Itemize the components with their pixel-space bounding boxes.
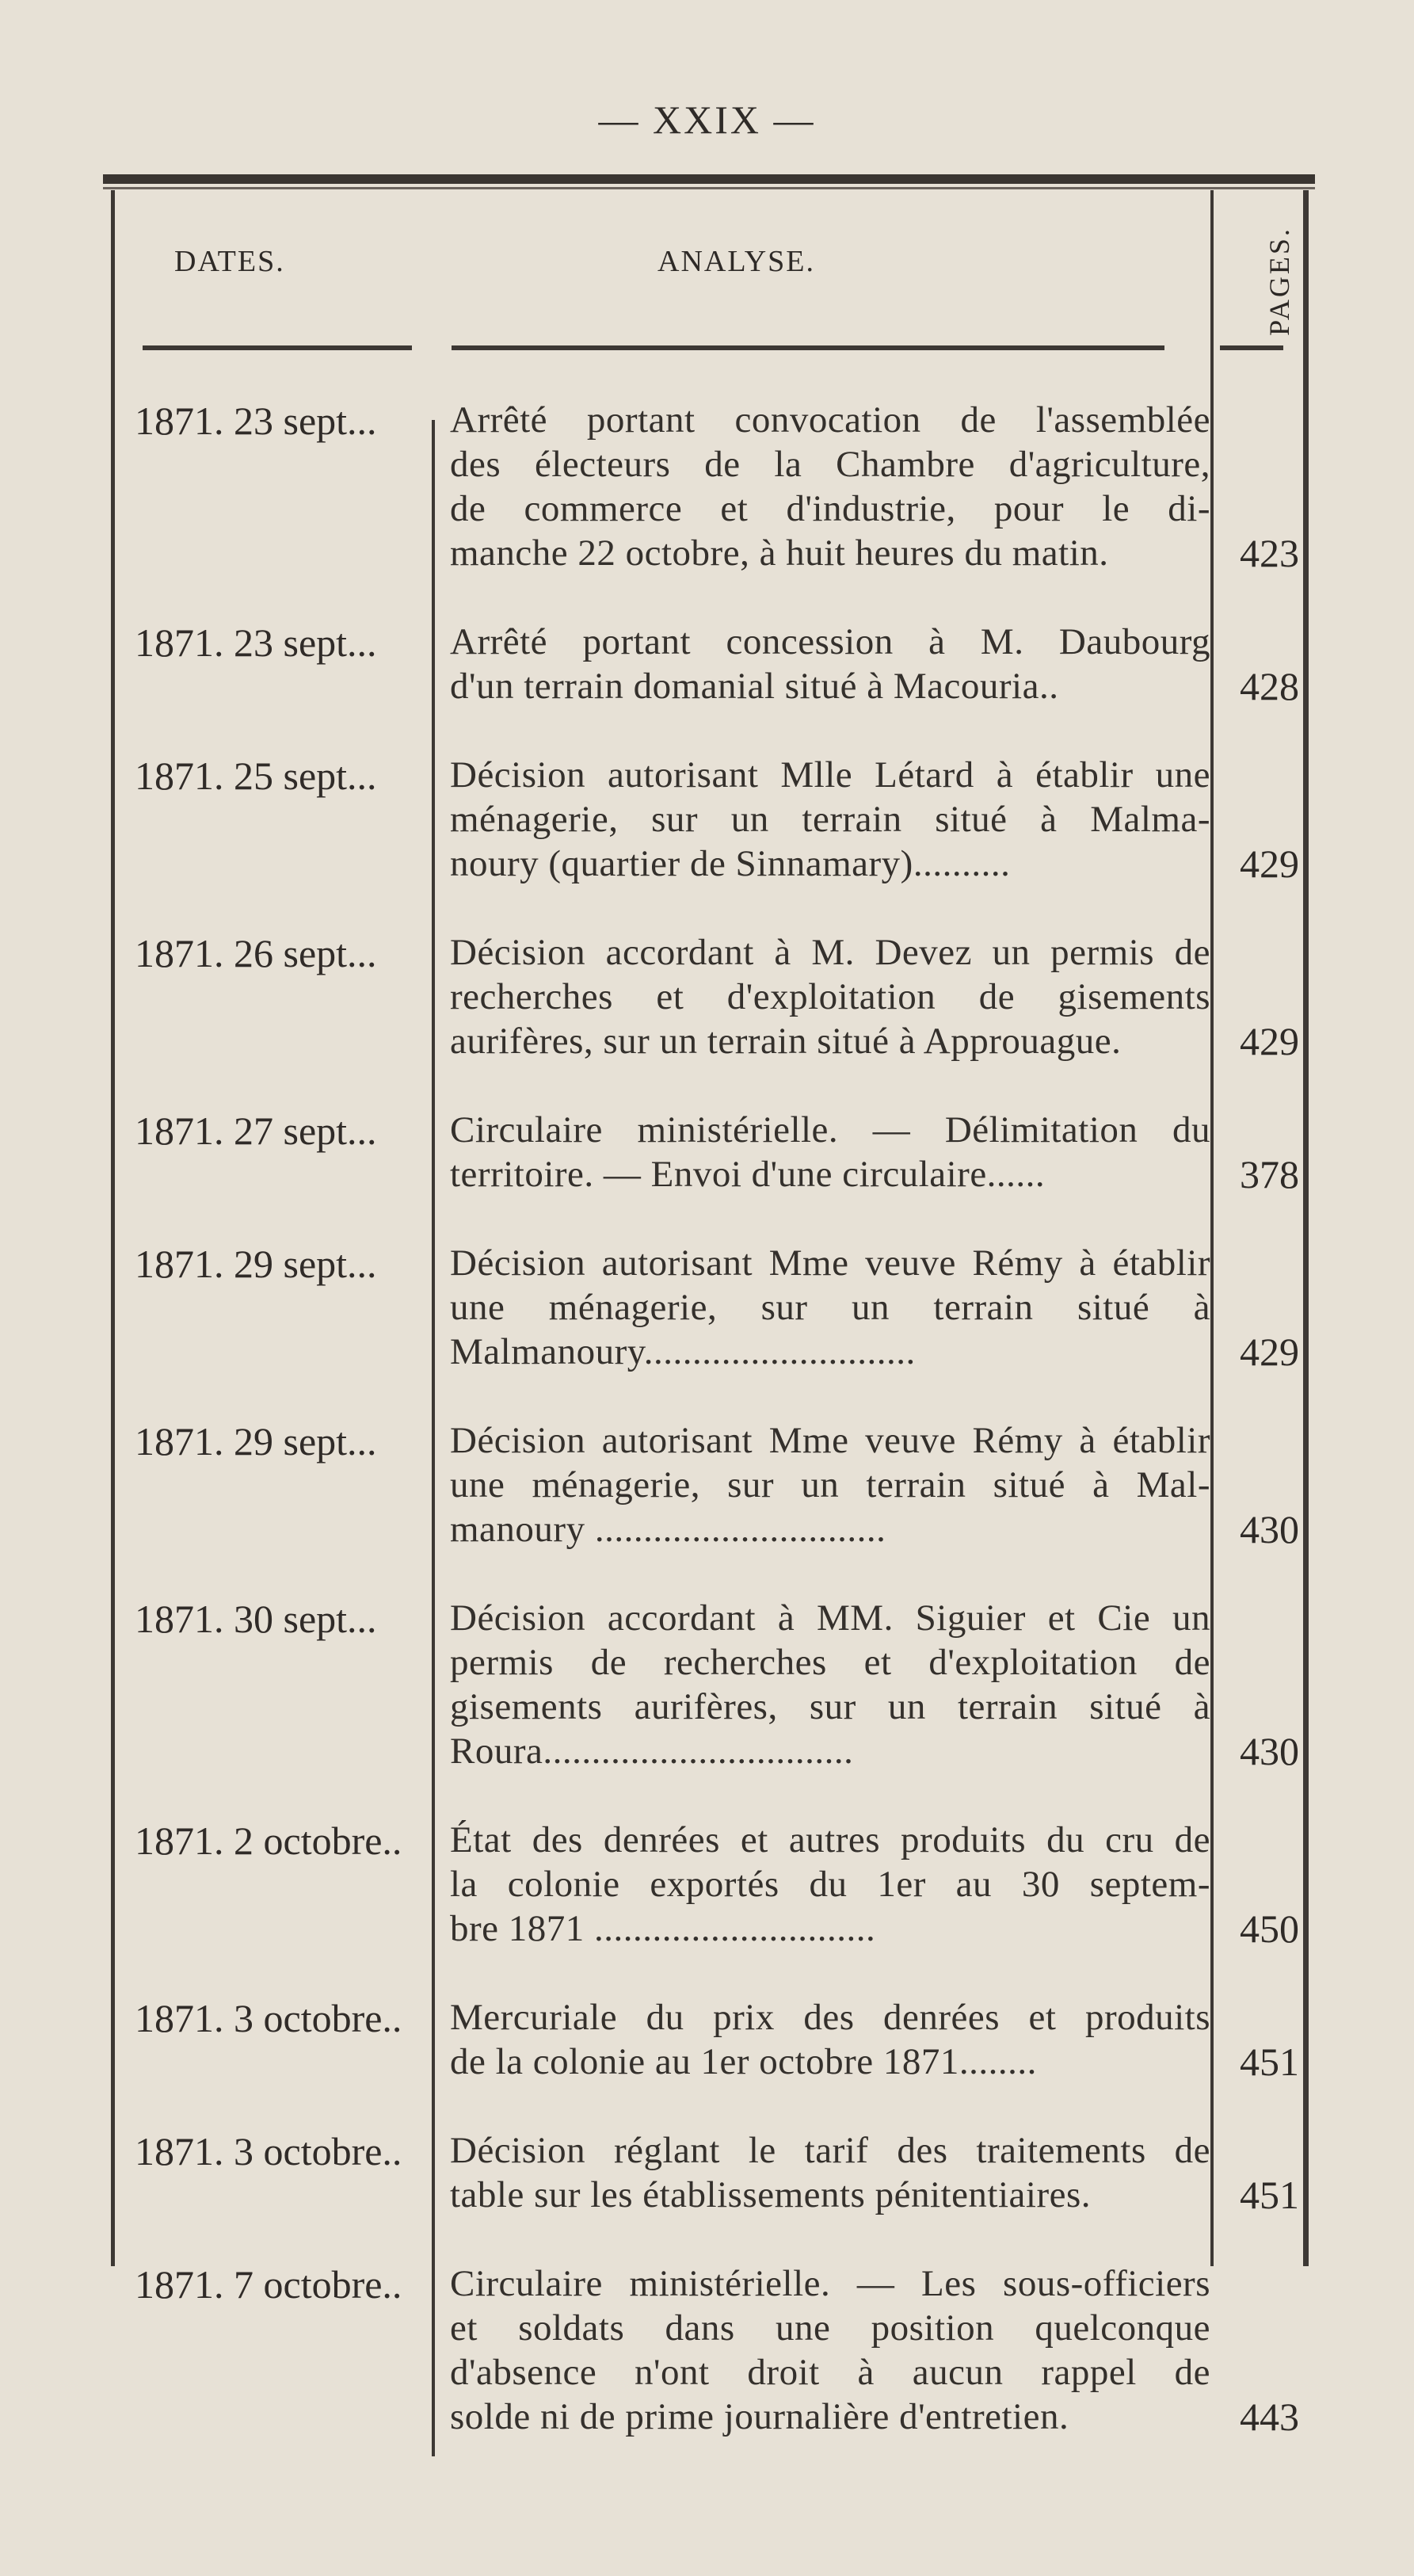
row-page-number: 429 (1240, 1019, 1299, 1063)
analysis-line: une ménagerie, sur un terrain situé à (450, 1287, 1210, 1328)
row-analysis (450, 1108, 1210, 1196)
analysis-line: Décision autorisant Mme veuve Rémy à établir (450, 1242, 1210, 1284)
row-date: 1871. 29 sept... (135, 1242, 377, 1286)
row-page-number: 378 (1240, 1152, 1299, 1196)
analysis-line: Mercuriale du prix des denrées et produits (450, 1997, 1210, 2038)
row-analysis (450, 620, 1210, 708)
analysis-line: noury (quartier de Sinnamary).......... (450, 843, 1011, 884)
analysis-line: la colonie exportés du 1er au 30 septem- (450, 1864, 1210, 1905)
analysis-header-rule (452, 345, 1164, 350)
analysis-line: Roura................................ (450, 1731, 854, 1772)
analysis-line: manche 22 octobre, à huit heures du matin. (450, 532, 1109, 574)
analysis-line: Décision autorisant Mme veuve Rémy à établir (450, 1420, 1210, 1461)
row-date: 1871. 25 sept... (135, 754, 377, 798)
analysis-line: permis de recherches et d'exploitation de (450, 1642, 1210, 1683)
column-header-pages: PAGES. (1263, 227, 1296, 336)
analysis-line: d'un terrain domanial situé à Macouria.. (450, 666, 1059, 707)
analysis-line: ménagerie, sur un terrain situé à Malma- (450, 799, 1210, 840)
analysis-line: Arrêté portant concession à M. Daubourg (450, 621, 1210, 662)
left-rule (111, 190, 115, 2266)
row-date: 1871. 2 octobre.. (135, 1818, 402, 1863)
analysis-line: Circulaire ministérielle. — Délimitation du (450, 1109, 1210, 1151)
row-page-number: 430 (1240, 1507, 1299, 1551)
analysis-line: Décision accordant à M. Devez un permis de (450, 932, 1210, 973)
row-analysis (450, 2128, 1210, 2217)
row-date: 1871. 23 sept... (135, 399, 377, 443)
analysis-line: bre 1871 ............................. (450, 1908, 876, 1949)
row-date: 1871. 29 sept... (135, 1419, 377, 1464)
row-page-number: 429 (1240, 841, 1299, 886)
row-analysis (450, 1818, 1210, 1951)
analysis-line: Décision réglant le tarif des traitements de (450, 2130, 1210, 2171)
row-analysis (450, 1241, 1210, 1374)
analysis-pages-separator (1210, 190, 1214, 2266)
analysis-line: territoire. — Envoi d'une circulaire...... (450, 1154, 1046, 1195)
top-rule (103, 174, 1315, 184)
analysis-line: Malmanoury............................ (450, 1331, 916, 1372)
analysis-line: Décision autorisant Mlle Létard à établir une (450, 754, 1210, 796)
analysis-line: aurifères, sur un terrain situé à Approuague. (450, 1021, 1122, 1062)
row-date: 1871. 30 sept... (135, 1597, 377, 1641)
pages-header-rule (1220, 345, 1283, 350)
row-analysis (450, 1596, 1210, 1773)
row-page-number: 430 (1240, 1729, 1299, 1773)
row-page-number: 443 (1240, 2395, 1299, 2439)
column-header-dates: DATES. (174, 245, 285, 278)
row-date: 1871. 3 octobre.. (135, 1996, 402, 2040)
row-analysis (450, 1995, 1210, 2084)
analysis-line: recherches et d'exploitation de gisements (450, 976, 1210, 1017)
row-page-number: 451 (1240, 2040, 1299, 2084)
row-analysis (450, 2261, 1210, 2439)
row-date: 1871. 23 sept... (135, 620, 377, 665)
index-table (103, 174, 1315, 2439)
row-analysis (450, 930, 1210, 1063)
analysis-line: Circulaire ministérielle. — Les sous-officiers (450, 2263, 1210, 2304)
page-folio: — XXIX — (598, 97, 816, 142)
row-page-number: 429 (1240, 1330, 1299, 1374)
dates-header-rule (143, 345, 412, 350)
row-date: 1871. 26 sept... (135, 931, 377, 975)
row-analysis (450, 1418, 1210, 1551)
row-page-number: 451 (1240, 2173, 1299, 2217)
row-date: 1871. 27 sept... (135, 1109, 377, 1153)
right-rule (1303, 190, 1309, 2266)
analysis-line: table sur les établissements pénitentiaires. (450, 2174, 1092, 2215)
row-analysis (450, 398, 1210, 575)
analysis-line: des électeurs de la Chambre d'agriculture, (450, 444, 1210, 485)
row-analysis (450, 753, 1210, 886)
row-page-number: 423 (1240, 531, 1299, 575)
analysis-line: solde ni de prime journalière d'entretien. (450, 2396, 1069, 2437)
analysis-line: de la colonie au 1er octobre 1871........ (450, 2041, 1037, 2082)
top-rule-thin (103, 187, 1315, 189)
analysis-line: et soldats dans une position quelconque (450, 2307, 1210, 2349)
analysis-line: une ménagerie, sur un terrain situé à Mal- (450, 1464, 1210, 1506)
row-date: 1871. 7 octobre.. (135, 2262, 402, 2307)
column-header-analysis: ANALYSE. (657, 245, 816, 278)
analysis-line: Arrêté portant convocation de l'assemblée (450, 399, 1210, 441)
analysis-line: Décision accordant à MM. Siguier et Cie un (450, 1597, 1210, 1639)
row-page-number: 450 (1240, 1906, 1299, 1951)
analysis-line: gisements aurifères, sur un terrain situé à (450, 1686, 1210, 1727)
analysis-line: de commerce et d'industrie, pour le di- (450, 488, 1210, 529)
analysis-line: d'absence n'ont droit à aucun rappel de (450, 2352, 1210, 2393)
analysis-line: État des denrées et autres produits du cru de (450, 1819, 1210, 1860)
analysis-line: manoury .............................. (450, 1509, 886, 1550)
row-page-number: 428 (1240, 664, 1299, 708)
row-date: 1871. 3 octobre.. (135, 2129, 402, 2173)
